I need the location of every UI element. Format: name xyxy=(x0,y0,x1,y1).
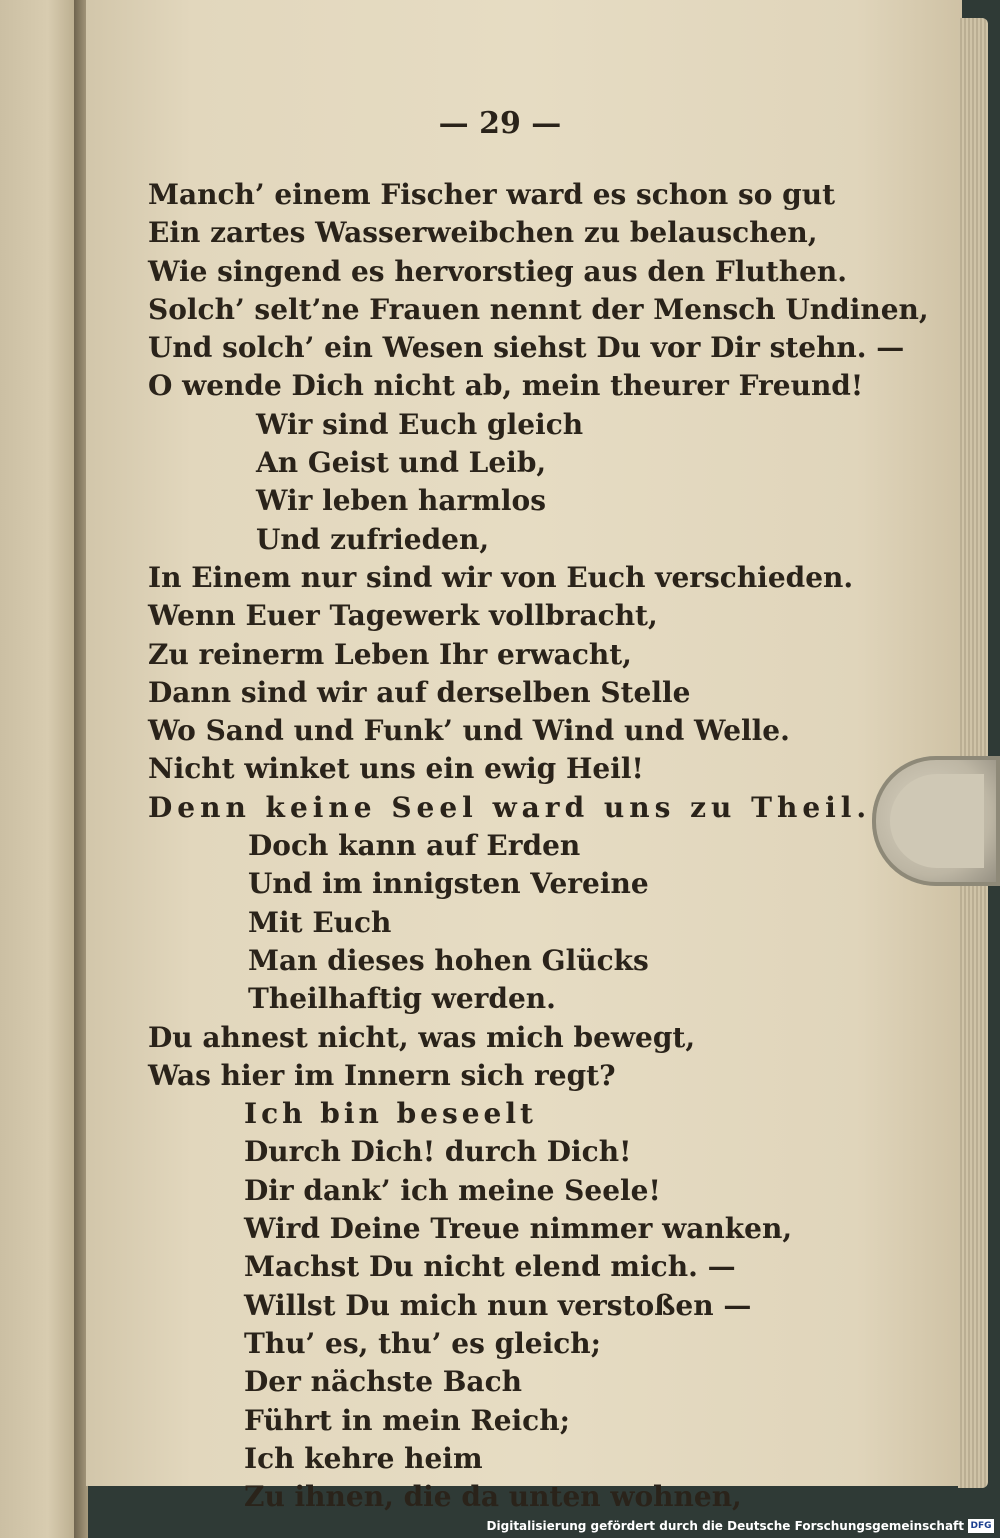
poem-line: Zu ihnen, die da unten wohnen, xyxy=(244,1480,742,1514)
poem-line: Der nächste Bach xyxy=(244,1365,522,1399)
poem-line: Wir sind Euch gleich xyxy=(256,407,584,441)
dfg-logo: DFG xyxy=(968,1519,994,1533)
poem-text xyxy=(148,176,929,1516)
poem-line: Wird Deine Treue nimmer wanken, xyxy=(244,1212,793,1246)
poem-line: Nicht winket uns ein ewig Heil! xyxy=(148,752,644,786)
poem-line: Theilhaftig werden. xyxy=(248,982,556,1016)
page-clip xyxy=(872,756,1000,886)
poem-line: In Einem nur sind wir von Euch verschieden. xyxy=(148,560,854,594)
poem-line: Denn keine Seel ward uns zu Theil. xyxy=(148,790,872,824)
poem-line: Willst Du mich nun verstoßen — xyxy=(244,1288,752,1322)
poem-line: An Geist und Leib, xyxy=(256,446,547,480)
page-clip-inner xyxy=(890,774,984,868)
poem-line: Manch’ einem Fischer ward es schon so gut xyxy=(148,178,836,211)
poem-line: Ich kehre heim xyxy=(244,1441,483,1475)
poem-line: Wir leben harmlos xyxy=(256,484,546,518)
poem-line: Und zufrieden, xyxy=(256,522,490,556)
poem-line: Ich bin beseelt xyxy=(244,1097,537,1131)
left-page-edge xyxy=(0,0,80,1538)
poem-line: Solch’ selt’ne Frauen nennt der Mensch Undinen, xyxy=(148,292,929,326)
poem-line: Machst Du nicht elend mich. — xyxy=(244,1250,736,1284)
poem-line: Was hier im Innern sich regt? xyxy=(148,1058,616,1092)
digitization-footer: Digitalisierung gefördert durch die Deutsche Forschungsgemeinschaft xyxy=(486,1519,964,1533)
poem-line: Mit Euch xyxy=(248,905,392,939)
poem-line: Doch kann auf Erden xyxy=(248,829,581,863)
poem-line: Du ahnest nicht, was mich bewegt, xyxy=(148,1020,696,1054)
poem-line: Zu reinerm Leben Ihr erwacht, xyxy=(148,637,632,671)
poem-line: Wenn Euer Tagewerk vollbracht, xyxy=(148,599,658,633)
poem-line: Und im innigsten Vereine xyxy=(248,867,649,901)
poem-line: Durch Dich! durch Dich! xyxy=(244,1135,632,1169)
poem-line: O wende Dich nicht ab, mein theurer Freund! xyxy=(148,369,864,403)
poem-line: Ein zartes Wasserweibchen zu belauschen, xyxy=(148,216,818,250)
poem-line: Dir dank’ ich meine Seele! xyxy=(244,1173,661,1207)
poem-line: Führt in mein Reich; xyxy=(244,1403,570,1437)
poem-line: Man dieses hohen Glücks xyxy=(248,943,649,977)
poem-line: Und solch’ ein Wesen siehst Du vor Dir stehn. — xyxy=(148,331,905,365)
poem-line: Dann sind wir auf derselben Stelle xyxy=(148,675,691,709)
page-edges xyxy=(958,18,988,1488)
page-number: — 29 — xyxy=(438,106,562,141)
poem-line: Wo Sand und Funk’ und Wind und Welle. xyxy=(148,714,790,748)
poem-line: Thu’ es, thu’ es gleich; xyxy=(244,1326,601,1360)
poem-line: Wie singend es hervorstieg aus den Fluthen. xyxy=(148,254,848,288)
